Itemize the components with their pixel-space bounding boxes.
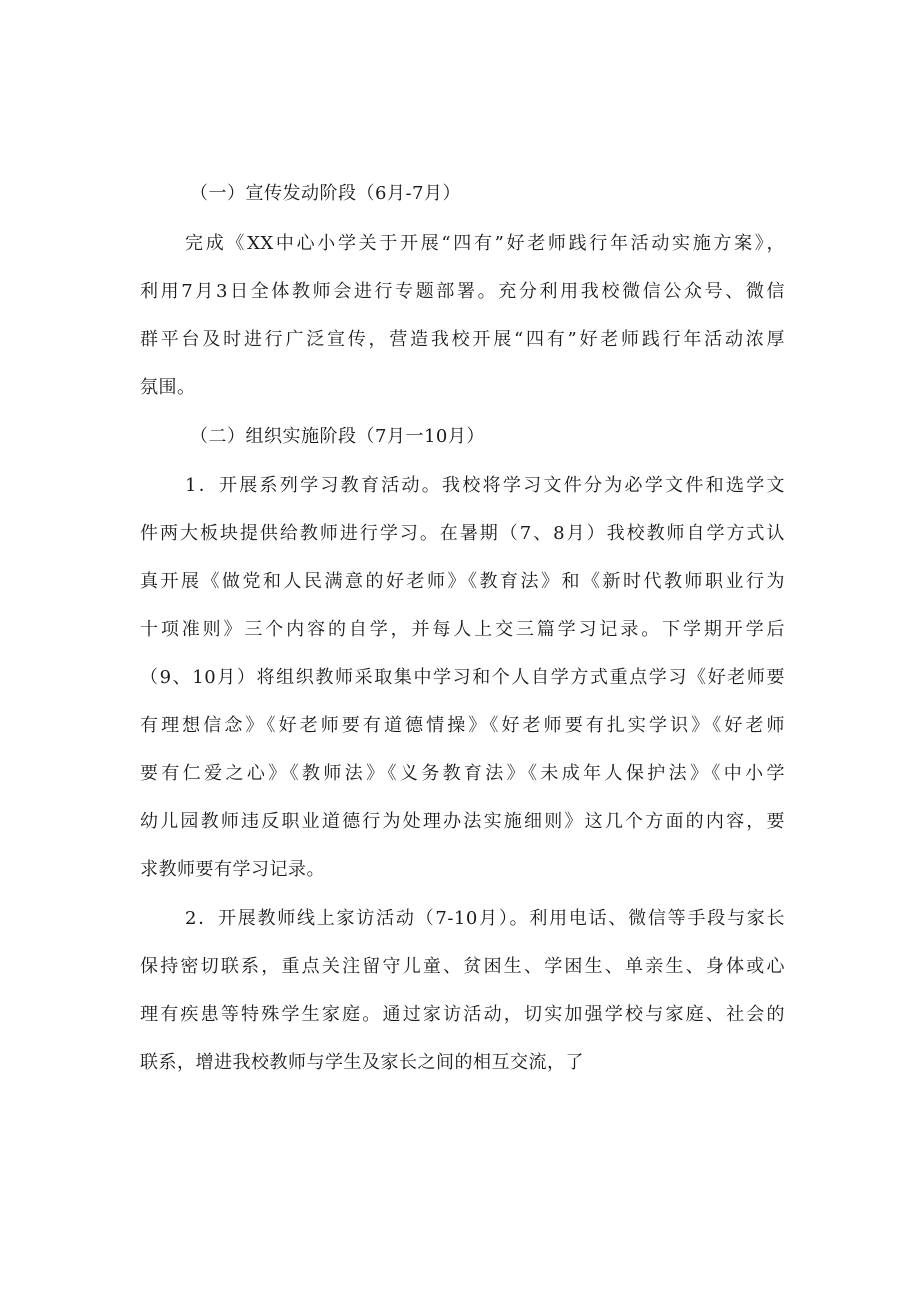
- section-heading-implementation: （二）组织实施阶段（7月一10月）: [190, 426, 485, 447]
- paragraph-line: 要有仁爱之心》《教师法》《义务教育法》《未成年人保护法》《中小学: [140, 763, 785, 784]
- paragraph-line: 幼儿园教师违反职业道德行为处理办法实施细则》这几个方面的内容，要: [140, 811, 785, 832]
- paragraph-line: 群平台及时进行广泛宣传，营造我校开展“四有”好老师践行年活动浓厚: [140, 329, 785, 350]
- paragraph-line: 件两大板块提供给教师进行学习。在暑期（7、8月）我校教师自学方式认: [140, 523, 785, 544]
- paragraph-line: 理有疾患等特殊学生家庭。通过家访活动，切实加强学校与家庭、社会的: [140, 1004, 785, 1025]
- paragraph-line: 十项准则》三个内容的自学，并每人上交三篇学习记录。下学期开学后: [140, 619, 785, 640]
- paragraph-line: 联系，增进我校教师与学生及家长之间的相互交流，了: [140, 1052, 584, 1073]
- paragraph-line: 有理想信念》《好老师要有道德情操》《好老师要有扎实学识》《好老师: [140, 715, 785, 736]
- paragraph-line: 氛围。: [140, 377, 196, 398]
- paragraph-line: 利用7月3日全体教师会进行专题部署。充分利用我校微信公众号、微信: [140, 281, 785, 302]
- paragraph-line: 2．开展教师线上家访活动（7-10月）。利用电话、微信等手段与家长: [185, 908, 785, 929]
- paragraph-line: （9、10月）将组织教师采取集中学习和个人自学方式重点学习《好老师要: [140, 667, 785, 688]
- paragraph-line: 求教师要有学习记录。: [140, 859, 325, 880]
- paragraph-line: 真开展《做党和人民满意的好老师》《教育法》和《新时代教师职业行为: [140, 571, 785, 592]
- paragraph-line: 完成《XX中心小学关于开展“四有”好老师践行年活动实施方案》，: [185, 233, 785, 254]
- section-heading-publicity: （一）宣传发动阶段（6月-7月）: [190, 183, 461, 204]
- paragraph-line: 保持密切联系，重点关注留守儿童、贫困生、学困生、单亲生、身体或心: [140, 956, 785, 977]
- paragraph-line: 1．开展系列学习教育活动。我校将学习文件分为必学文件和选学文: [185, 475, 785, 496]
